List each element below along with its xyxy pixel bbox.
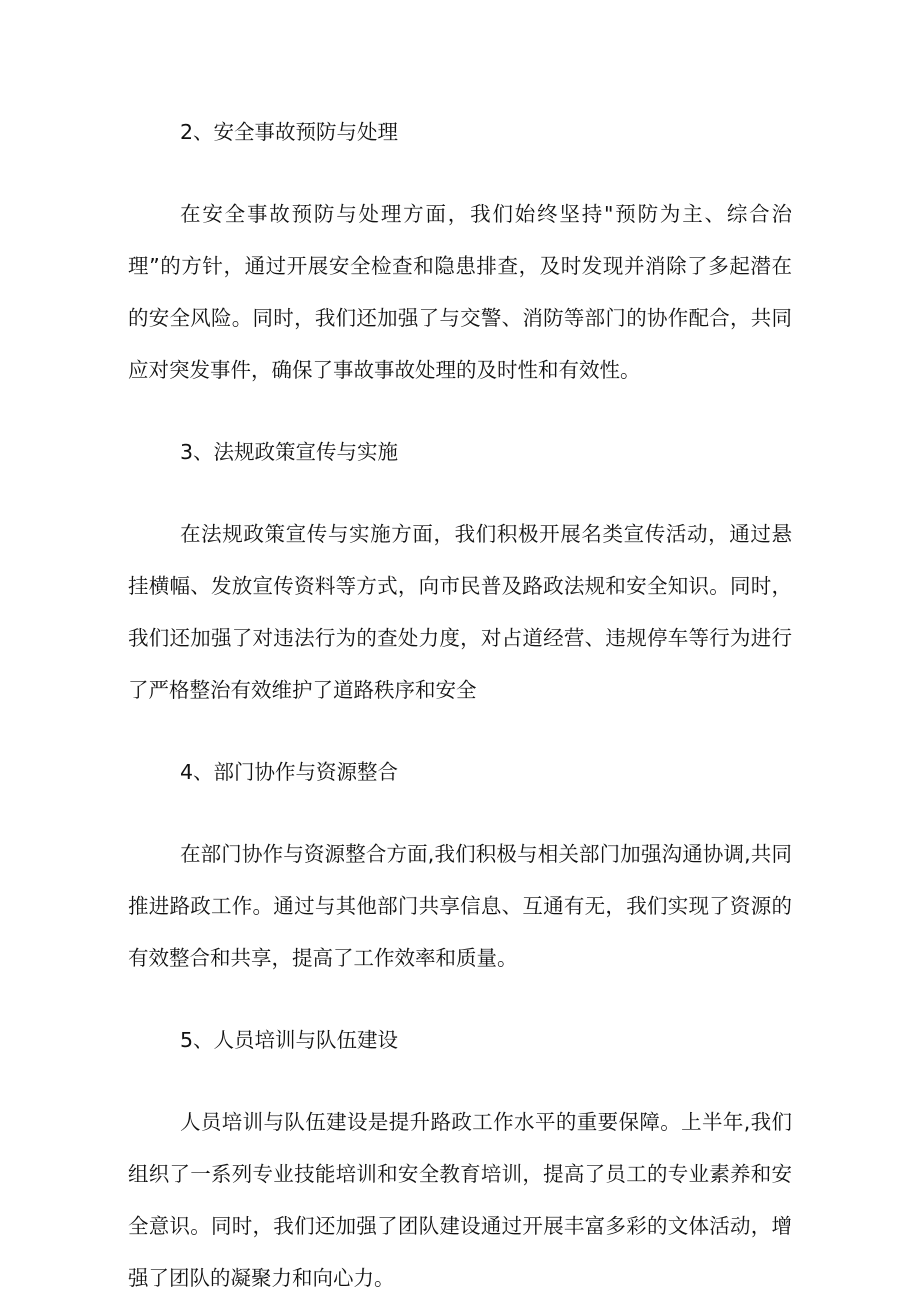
- section-body-4: 在部门协作与资源整合方面,我们积极与相关部门加强沟通协调,共同推进路政工作。通过与其他部门共享信息、互通有无，我们实现了资源的有效整合和共享，提高了工作效率和质量。: [128, 842, 792, 970]
- section-body-2: 在安全事故预防与处理方面，我们始终坚持"预防为主、综合治理”的方针，通过开展安全检查和隐患排查，及时发现并消除了多起潜在的安全风险。同时，我们还加强了与交警、消防等部门的协作配合，共同应对突发事件，确保了事故事故处理的及时性和有效性。: [128, 202, 792, 382]
- section-heading-3: 3、法规政策宣传与实施: [180, 440, 399, 464]
- section-body-3: 在法规政策宣传与实施方面，我们积极开展名类宣传活动，通过悬挂横幅、发放宣传资料等方式，向市民普及路政法规和安全知识。同时，我们还加强了对违法行为的查处力度，对占道经营、违规停车等行为进行了严格整治有效维护了道路秩序和安全: [128, 522, 792, 702]
- section-heading-5: 5、人员培训与队伍建设: [180, 1028, 399, 1052]
- section-body-5: 人员培训与队伍建设是提升路政工作水平的重要保障。上半年,我们组织了一系列专业技能培训和安全教育培训，提高了员工的专业素养和安全意识。同时，我们还加强了团队建设通过开展丰富多彩的文体活动，增强了团队的凝聚力和向心力。: [128, 1110, 792, 1290]
- section-heading-4: 4、部门协作与资源整合: [180, 760, 399, 784]
- section-heading-2: 2、安全事故预防与处理: [180, 120, 399, 144]
